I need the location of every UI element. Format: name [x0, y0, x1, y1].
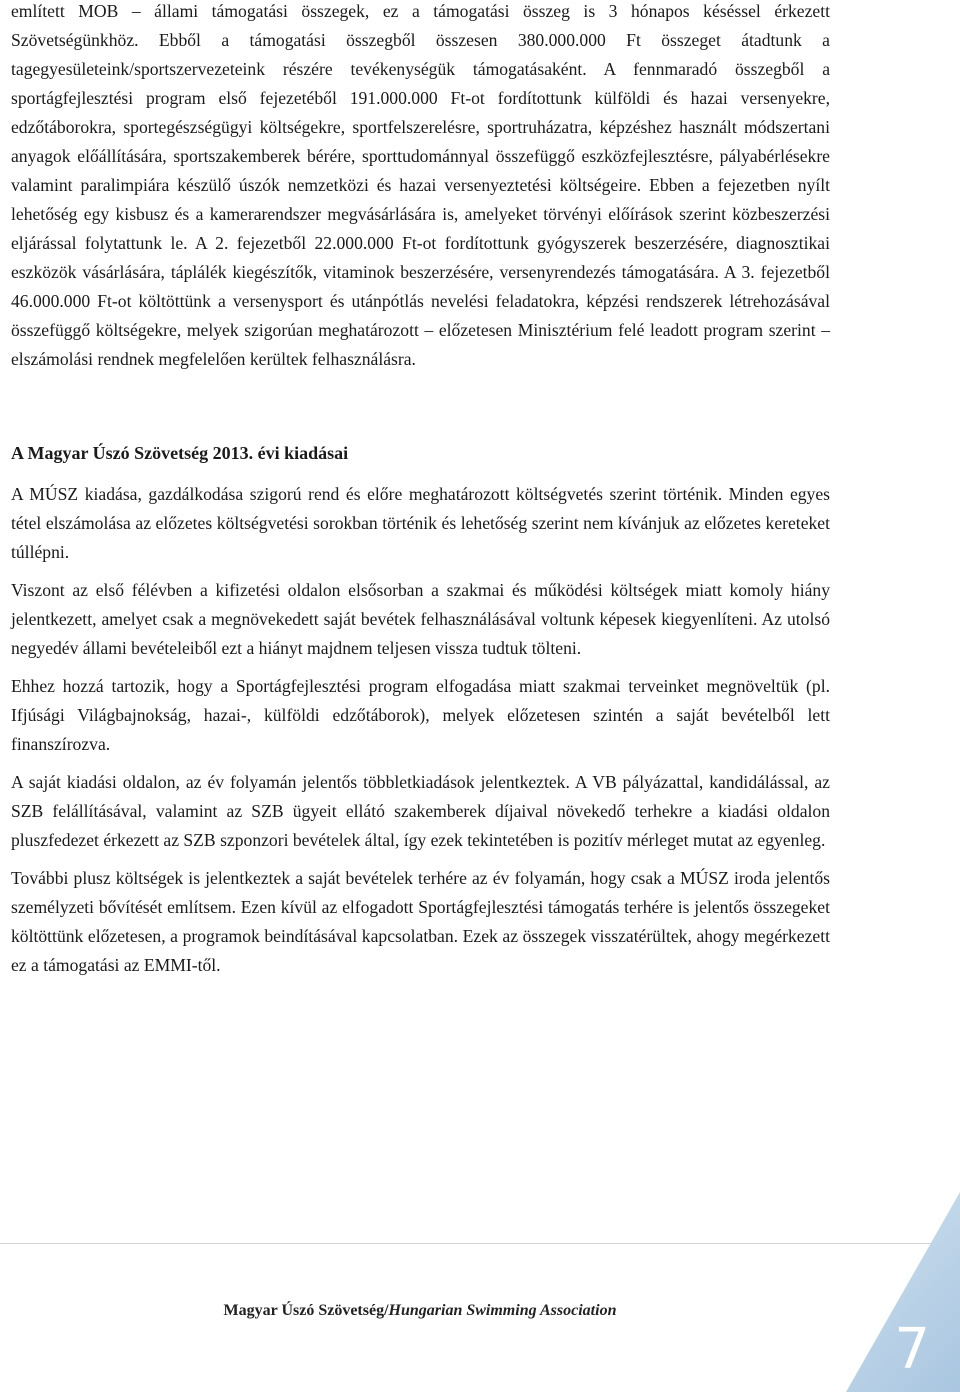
document-body [11, 0, 830, 980]
footer-organization [0, 1302, 840, 1320]
paragraph-1: A MÚSZ kiadása, gazdálkodása szigorú rend és előre meghatározott költségvetés szerint történik. Minden egyes tétel elszámolása az előzetes költségvetési sorokban történik és lehetőség szerint nem kívánjuk az előzetes kereteket túllépni. [11, 484, 830, 562]
page-number: 7 [894, 1317, 930, 1382]
footer-divider [0, 1243, 960, 1244]
paragraph-funding-allocation: említett MOB – állami támogatási összegek, ez a támogatási összeg is 3 hónapos késéssel érkezett Szövetségünkhöz. Ebből a támogatási összegből összesen 380.000.000 Ft összeget átadtunk a tagegyesületeink/sportszervezeteink részére tevékenységük támogatásaként. A fennmaradó összegből a sportágfejlesztési program első fejezetéből 191.000.000 Ft-ot fordítottunk külföldi és hazai versenyekre, edzőtáborokra, sportegészségügyi költségekre, sportfelszerelésre, sportruházatra, képzéshez használt módszertani anyagok előállítására, sportszakemberek bérére, sporttudománnyal összefüggő eszközfejlesztésre, pályabérlésekre valamint paralimpiára készülő úszók nemzetközi és hazai versenyeztetési költségeire. Ebben a fejezetben nyílt lehetőség egy kisbusz és a kamerarendszer megvásárlására is, amelyeket törvényi előírások szerint közbeszerzési eljárással folytattunk le. A 2. fejezetből 22.000.000 Ft-ot fordítottunk gyógyszerek beszerzésére, diagnosztikai eszközök vásárlására, táplálék kiegészítők, vitaminok beszerzésére, versenyrendezés támogatására. A 3. fejezetből 46.000.000 Ft-ot költöttünk a versenysport és utánpótlás nevelési feladatokra, képzési rendszerek létrehozásával összefüggő költségekre, melyek szigorúan meghatározott – előzetesen Minisztérium felé leadott program szerint – elszámolási rendnek megfelelően kerültek felhasználásra. [11, 1, 830, 369]
paragraph-2: Viszont az első félévben a kifizetési oldalon elsősorban a szakmai és működési költségek miatt komoly hiány jelentkezett, amelyet csak a megnövekedett saját bevétek felhasználásával voltunk képesek kiegyenlíteni. Az utolsó negyedév állami bevételeiből ezt a hiányt majdnem teljesen vissza tudtuk tölteni. [11, 580, 830, 658]
paragraph-3: Ehhez hozzá tartozik, hogy a Sportágfejlesztési program elfogadása miatt szakmai terveinket megnöveltük (pl. Ifjúsági Világbajnokság, hazai-, külföldi edzőtáborok), melyek előzetesen szintén a saját bevételből lett finanszírozva. [11, 676, 830, 754]
footer-org-english: Hungarian Swimming Association [388, 1302, 617, 1319]
paragraph-5: További plusz költségek is jelentkeztek a saját bevételek terhére az év folyamán, hogy csak a MÚSZ iroda jelentős személyzeti bővítését említsem. Ezen kívül az elfogadott Sportágfejlesztési támogatás terhére is jelentős összegeket költöttünk előzetesen, a programok beindításával kapcsolatban. Ezek az összegek visszatérültek, ahogy megérkezett ez a támogatási az EMMI-től. [11, 868, 830, 975]
section-heading-expenditures: A Magyar Úszó Szövetség 2013. évi kiadásai [11, 443, 349, 463]
paragraph-4: A saját kiadási oldalon, az év folyamán jelentős többletkiadások jelentkeztek. A VB pályázattal, kandidálással, az SZB felállításával, valamint az SZB ügyeit ellátó szakemberek díjaival növekedő terhekre a kiadási oldalon pluszfedezet érkezett az SZB szponzori bevételek által, így ezek tekintetében is pozitív mérleget mutat az egyenleg. [11, 772, 830, 850]
footer-org-hungarian: Magyar Úszó Szövetség/ [223, 1302, 389, 1319]
